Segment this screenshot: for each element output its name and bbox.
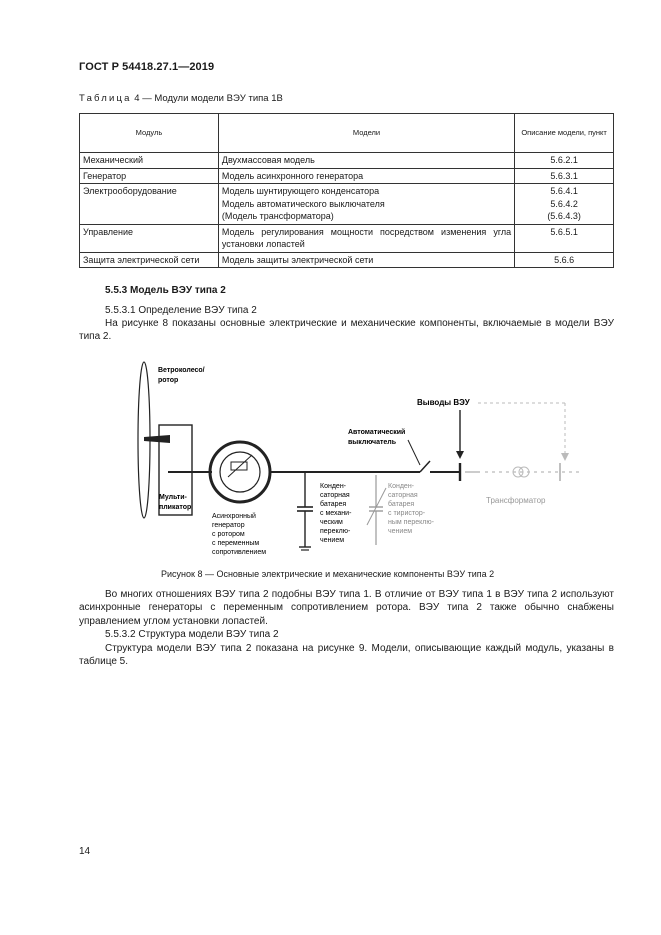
breaker-icon	[420, 461, 430, 472]
cell-models	[218, 184, 514, 225]
cell-ref: 5.6.6	[515, 252, 614, 268]
label-capacitor-mech: саторная	[320, 492, 350, 499]
label-generator: генератор	[212, 522, 245, 529]
section-title: 5.5.3 Модель ВЭУ типа 2	[105, 285, 226, 296]
col-header-module: Модуль	[80, 114, 219, 153]
label-capacitor-thyr: Конден-	[388, 483, 415, 490]
cell-ref: 5.6.2.1	[515, 153, 614, 169]
ref-line: (5.6.4.3)	[547, 211, 581, 221]
modules-table	[79, 113, 614, 268]
variable-resistor-icon	[231, 462, 247, 470]
table-row	[80, 184, 614, 225]
label-capacitor-mech: переклю-	[320, 528, 351, 535]
table-row	[80, 224, 614, 252]
label-capacitor-mech: ческим	[320, 519, 343, 526]
variable-resistor-arrow	[228, 455, 252, 477]
cell-models: Модель защиты электрической сети	[218, 252, 514, 268]
label-capacitor-thyr: с тиристор-	[388, 510, 426, 517]
cell-models: Модель асинхронного генератора	[218, 168, 514, 184]
paragraph: Во многих отношениях ВЭУ типа 2 подобны ВЭУ типа 1. В отличие от ВЭУ типа 1 в ВЭУ типа 2 используют асинхронные генераторы с переменным сопротивлением ротора. ВЭУ типа 2 также обычно снабжены управлением углом установки лопастей.	[79, 589, 614, 627]
figure-diagram	[120, 355, 580, 565]
table-caption	[79, 93, 283, 104]
cell-models: Двухмассовая модель	[218, 153, 514, 169]
label-terminals: Выводы ВЭУ	[417, 398, 470, 407]
paragraph: Структура модели ВЭУ типа 2 показана на рисунке 9. Модели, описывающие каждый модуль, указаны в таблице 5.	[79, 643, 614, 668]
model-line: Модель шунтирующего конденсатора	[221, 186, 380, 196]
table-row	[80, 252, 614, 268]
label-transformer: Трансформатор	[486, 496, 546, 505]
label-multiplier: Мульти-	[159, 494, 187, 501]
dashed-arrowhead-icon	[561, 453, 569, 461]
table-caption-text: 4 — Модули модели ВЭУ типа 1В	[131, 93, 283, 104]
table-caption-word: Таблица	[79, 93, 132, 104]
label-breaker: Автоматический	[348, 429, 406, 436]
breaker-arrow-icon	[408, 440, 420, 465]
document-header: ГОСТ Р 54418.27.1—2019	[79, 61, 215, 73]
cell-module: Защита электрической сети	[80, 252, 219, 268]
terminal-arrowhead-icon	[456, 451, 464, 459]
rotor-hub-icon	[144, 435, 170, 443]
label-generator: Асинхронный	[212, 513, 256, 520]
label-rotor: Ветроколесо/	[158, 367, 205, 374]
label-capacitor-mech: батарея	[320, 501, 347, 508]
cell-module: Механический	[80, 153, 219, 169]
label-capacitor-mech: чением	[320, 537, 345, 544]
cell-ref: 5.6.3.1	[515, 168, 614, 184]
label-rotor: ротор	[158, 377, 179, 384]
label-capacitor-thyr: батарея	[388, 501, 415, 508]
cell-module: Электрооборудование	[80, 184, 219, 225]
col-header-models: Модели	[218, 114, 514, 153]
page-number: 14	[79, 846, 91, 857]
table-row	[80, 153, 614, 169]
label-generator: сопротивлением	[212, 549, 267, 556]
cell-module: Генератор	[80, 168, 219, 184]
generator-outer-icon	[210, 442, 270, 502]
cell-models: Модель регулирования мощности посредством изменения угла установки лопастей	[218, 224, 514, 252]
label-generator: с ротором	[212, 531, 245, 538]
col-header-description: Описание модели, пункт	[515, 114, 614, 153]
label-generator: с переменным	[212, 540, 260, 547]
cell-ref	[515, 184, 614, 225]
label-capacitor-mech: Конден-	[320, 483, 347, 490]
table-header-row	[80, 114, 614, 153]
table-row	[80, 168, 614, 184]
label-capacitor-mech: с механи-	[320, 510, 352, 517]
ref-line: 5.6.4.2	[550, 198, 578, 209]
model-line: (Модель трансформатора)	[221, 211, 334, 221]
subsection-title: 5.5.3.1 Определение ВЭУ типа 2	[105, 305, 257, 316]
label-capacitor-thyr: саторная	[388, 492, 418, 499]
model-line: Модель автоматического выключателя	[221, 198, 385, 209]
label-capacitor-thyr: ным переклю-	[388, 519, 434, 526]
ref-line: 5.6.4.1	[550, 186, 578, 196]
paragraph: На рисунке 8 показаны основные электрические и механические компоненты, включаемые в модели ВЭУ типа 2.	[79, 318, 614, 343]
label-multiplier: пликатор	[159, 504, 192, 511]
label-breaker: выключатель	[348, 439, 397, 446]
generator-inner-icon	[220, 452, 260, 492]
subsection-title: 5.5.3.2 Структура модели ВЭУ типа 2	[105, 629, 279, 640]
cell-ref: 5.6.5.1	[515, 224, 614, 252]
cell-module: Управление	[80, 224, 219, 252]
label-capacitor-thyr: чением	[388, 528, 413, 535]
figure-caption: Рисунок 8 — Основные электрические и механические компоненты ВЭУ типа 2	[161, 569, 495, 579]
